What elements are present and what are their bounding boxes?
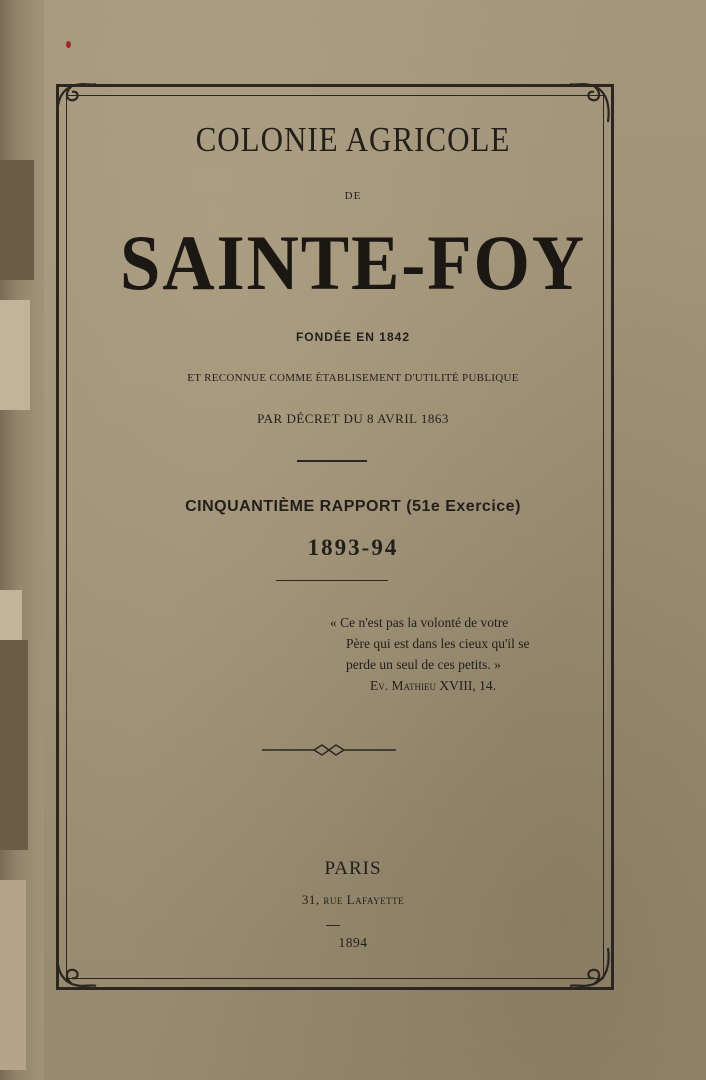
title-connector: DE (344, 190, 362, 202)
epigraph-source: Ev. Mathieu XVIII, 14. (370, 678, 496, 693)
short-rule (326, 925, 340, 926)
report-heading (0, 498, 706, 516)
epigraph (330, 612, 590, 696)
paper-tear (0, 880, 26, 1070)
paper-tear (0, 300, 30, 410)
decree-line: PAR DÉCRET DU 8 AVRIL 1863 (257, 411, 449, 426)
publisher-city: PARIS (324, 858, 382, 879)
recognition-line: ET RECONNUE COMME ÉTABLISEMENT D'UTILITÉ PUBLIQUE (187, 372, 519, 384)
corner-flourish-icon (52, 944, 100, 992)
epigraph-line: « Ce n'est pas la volonté de votre (330, 615, 509, 630)
spine-stain (0, 640, 28, 850)
epigraph-line: perde un seul de ces petits. » (346, 657, 501, 672)
corner-flourish-icon (52, 78, 100, 126)
corner-flourish-icon (566, 78, 614, 126)
red-ink-spot (66, 41, 71, 48)
exercise-label: (51e Exercice) (406, 498, 521, 515)
title-line: COLONIE AGRICOLE (195, 119, 511, 160)
publisher-address: 31, rue Lafayette (301, 892, 405, 907)
main-title: SAINTE-FOY (119, 219, 586, 306)
founded-line: FONDÉE EN 1842 (295, 330, 411, 344)
divider-rule (297, 460, 367, 462)
report-years: 1893-94 (307, 535, 399, 560)
ornament-divider-icon (262, 742, 396, 758)
report-title: CINQUANTIÈME RAPPORT (185, 498, 402, 515)
publication-year: 1894 (338, 935, 368, 950)
corner-flourish-icon (566, 944, 614, 992)
divider-rule (276, 580, 388, 581)
epigraph-line: Père qui est dans les cieux qu'il se (346, 636, 530, 651)
